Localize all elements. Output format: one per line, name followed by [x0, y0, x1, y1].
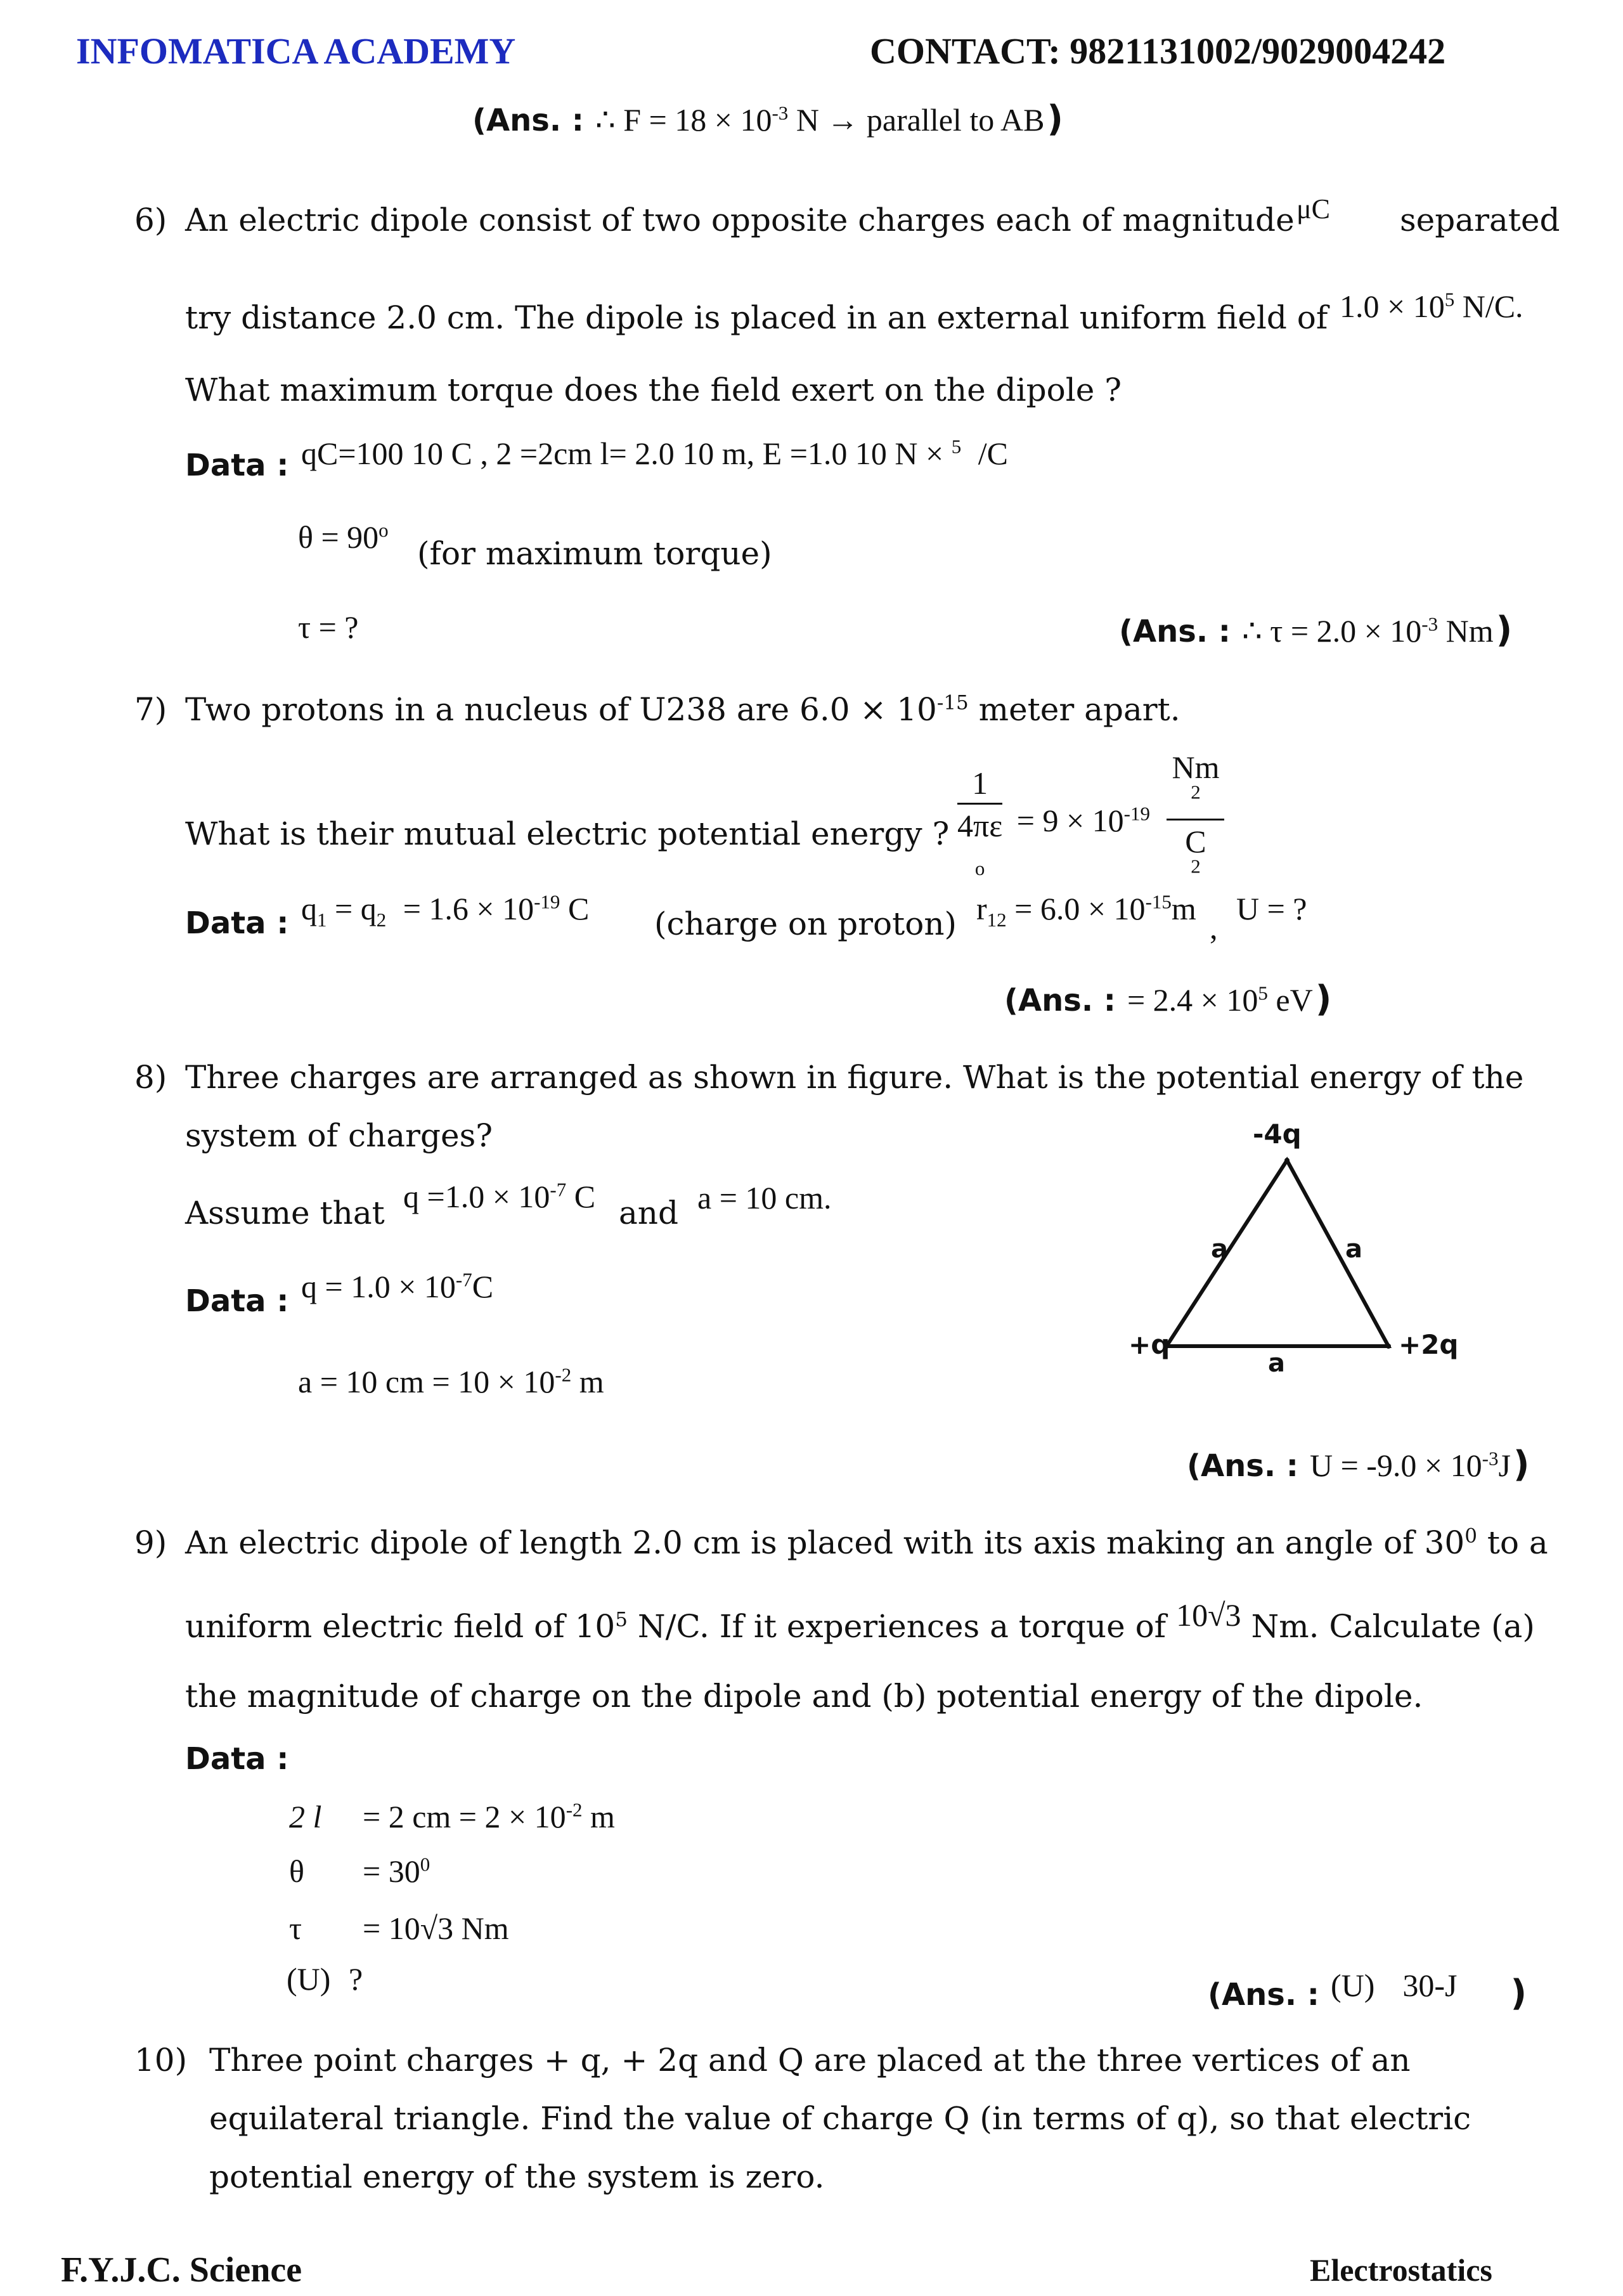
data-side: a = 10 cm = $10 \times 10^{-2}$ m	[298, 1363, 604, 1399]
question-text: equilateral triangle. Find the value of charge Q (in terms of q), so that electric	[209, 2100, 1471, 2137]
answer-label: (Ans. :	[1119, 614, 1231, 649]
question-number: 8)	[134, 1059, 167, 1096]
answer-close: )	[1496, 609, 1513, 651]
units-fraction	[1167, 751, 1224, 889]
question-text: the magnitude of charge on the dipole and (b) potential energy of the dipole.	[185, 1678, 1423, 1715]
data-label: Data :	[185, 1283, 289, 1319]
answer-value: 30-J	[1402, 1968, 1458, 2003]
data-symbol: τ	[289, 1910, 302, 1946]
answer-close: )	[1510, 1973, 1527, 2014]
constant-value: = 9 × 10	[1016, 802, 1124, 838]
question-text: Two protons in a nucleus of U238 are $6.0 \times 10^{-15}$ meter apart.	[185, 691, 1180, 728]
units-numerator: Nm $^2$	[1167, 751, 1224, 820]
vertex-label-right: +2q	[1399, 1329, 1459, 1360]
field-value: $1.0 \times 10^5$ N/C.	[1340, 288, 1523, 324]
fraction-numerator: 1	[957, 767, 1002, 805]
answer-close: )	[1513, 1444, 1530, 1485]
footer-course: F.Y.J.C. Science	[61, 2250, 302, 2290]
answer-label: (Ans. :	[1187, 1448, 1298, 1484]
q5-answer	[472, 98, 1064, 139]
question-text: Three point charges + q, + 2q and Q are placed at the three vertices of an	[209, 2042, 1411, 2079]
tau-unknown: τ = ?	[298, 609, 359, 645]
side-label-right: a	[1345, 1235, 1362, 1264]
contact-info: CONTACT: 9821131002/9029004242	[870, 30, 1446, 72]
energy-unknown: U = ?	[1236, 891, 1307, 926]
charge-assumption: $q =1.0 \times 10^{-7}$ C	[403, 1178, 596, 1214]
answer-close: )	[1047, 98, 1064, 139]
answer-expression: $U = -9.0 \times 10^{-3}J$	[1309, 1447, 1511, 1483]
question-text: potential energy of the system is zero.	[209, 2158, 825, 2195]
triangle-figure	[1116, 1116, 1471, 1382]
constant-exponent: -19	[1123, 801, 1150, 824]
data-value: = 10√3 Nm	[363, 1910, 509, 1946]
answer-expression: ∴ $F = 18 \times 10^{-3}$ N → parallel to AB	[595, 101, 1045, 138]
side-assumption: a = 10 cm.	[697, 1180, 832, 1216]
vertex-right	[1386, 1344, 1391, 1349]
fraction-denominator: 4πε $_o$	[957, 808, 1003, 879]
question-number: 6)	[134, 202, 167, 238]
question-text: uniform electric field of $10^5$ N/C. If it experiences a torque of 10√3 Nm. Calculate (a)	[185, 1597, 1535, 1645]
data-symbol: (U)	[287, 1961, 331, 1997]
question-text: try distance 2.0 cm. The dipole is placed in an external uniform field of	[185, 299, 1328, 336]
question-text: separated	[1400, 202, 1560, 238]
torque-expression: 10√3	[1176, 1597, 1241, 1633]
question-text: An electric dipole of length 2.0 cm is placed with its axis making an angle of $30^0$ to a	[185, 1524, 1548, 1561]
question-number: 9)	[134, 1524, 167, 1561]
data-label: Data :	[185, 1741, 289, 1777]
constant-fraction	[957, 765, 1003, 879]
question-text: What is their mutual electric potential energy ?	[185, 815, 950, 852]
theta-note: (for maximum torque)	[417, 535, 772, 572]
vertex-top	[1284, 1158, 1290, 1163]
data-label: Data :	[185, 905, 289, 941]
data-expression: qC=100 10 C , 2 =2cm l= 2.0 10 m, E =1.0 10 N × $^5$ /C	[301, 435, 1008, 471]
academy-name: INFOMATICA ACADEMY	[76, 30, 516, 72]
q7-answer	[1004, 978, 1332, 1020]
charge-note: (charge on proton)	[654, 905, 957, 942]
separation-value: $r_{12} = 6.0 \times 10^{-15}m$	[976, 890, 1196, 931]
data-value: ?	[349, 1961, 363, 1997]
data-charge: $q = 1.0 \times 10^{-7}C$	[301, 1268, 494, 1304]
answer-label: (Ans. :	[472, 103, 584, 138]
question-number: 7)	[134, 691, 167, 728]
data-value: = $30^0$	[363, 1853, 430, 1889]
answer-expression: ∴ $\tau = 2.0 \times 10^{-3}$ Nm	[1241, 613, 1494, 649]
question-text: Three charges are arranged as shown in figure. What is the potential energy of the	[185, 1059, 1524, 1096]
question-text: What maximum torque does the field exert on the dipole ?	[185, 372, 1122, 408]
q8-answer	[1187, 1444, 1530, 1485]
side-label-left: a	[1211, 1235, 1228, 1264]
q9-answer	[1208, 1968, 1527, 2014]
data-symbol: θ	[289, 1853, 304, 1889]
side-label-bottom: a	[1268, 1349, 1285, 1378]
question-text: An electric dipole consist of two opposite charges each of magnitude	[185, 202, 1295, 238]
and-text: and	[619, 1195, 679, 1231]
vertex-label-left: +q	[1128, 1329, 1170, 1360]
theta-value: $\theta = 90^o$	[298, 519, 389, 555]
footer-chapter: Electrostatics	[1310, 2252, 1492, 2288]
coulomb-constant	[957, 751, 1224, 889]
question-text: system of charges?	[185, 1117, 493, 1154]
charge-values: $q_1 = q_2 = 1.6 \times 10^{-19}$ C	[301, 890, 590, 931]
answer-close: )	[1315, 978, 1332, 1020]
data-value: = 2 cm = $2 \times 10^{-2}$ m	[363, 1798, 615, 1834]
data-label: Data :	[185, 448, 289, 483]
garbled-symbol: μC	[1296, 193, 1330, 224]
units-denominator: C $^2$	[1185, 824, 1206, 878]
separation-comma: ,	[1210, 910, 1218, 945]
answer-expression: (U)	[1330, 1968, 1375, 2003]
data-symbol: 2 l	[289, 1799, 322, 1834]
answer-label: (Ans. :	[1208, 1977, 1319, 2013]
answer-label: (Ans. :	[1004, 983, 1116, 1018]
q6-answer	[1119, 609, 1513, 651]
assume-text: Assume that	[185, 1195, 385, 1231]
vertex-label-top: -4q	[1253, 1119, 1302, 1150]
answer-expression: = $2.4 \times 10^5$ eV	[1127, 982, 1313, 1018]
question-number: 10)	[134, 2042, 188, 2079]
